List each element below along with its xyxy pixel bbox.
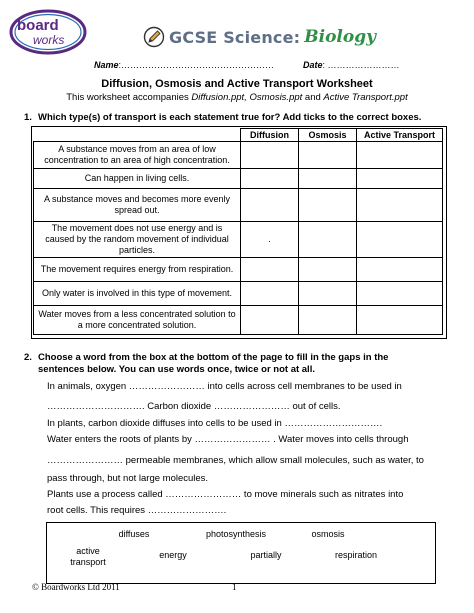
header-diffusion: Diffusion bbox=[241, 129, 299, 142]
statement-cell: A substance moves from an area of low concentration to an area of high concentration. bbox=[34, 142, 241, 169]
tick-box-diffusion[interactable] bbox=[241, 142, 299, 169]
logo-word-works: works bbox=[33, 33, 65, 47]
tick-box-diffusion[interactable] bbox=[241, 282, 299, 306]
word-transport: transport bbox=[70, 557, 106, 567]
tick-box-osmosis[interactable] bbox=[299, 282, 357, 306]
subtitle-last-file: Active Transport.ppt bbox=[323, 92, 408, 103]
question-2 bbox=[24, 352, 464, 376]
question-2-number: 2. bbox=[24, 352, 32, 363]
gap-fill-line[interactable]: …………………… permeable membranes, which allow small molecules, such as water, to bbox=[47, 455, 424, 466]
pencil-icon bbox=[143, 26, 165, 48]
tick-box-active-transport[interactable] bbox=[357, 306, 443, 335]
copyright-notice: © Boardworks Ltd 2011 bbox=[32, 582, 120, 592]
subtitle-files: Diffusion.ppt, Osmosis.ppt bbox=[191, 92, 303, 103]
table-row bbox=[34, 306, 443, 335]
name-label: Name bbox=[94, 60, 119, 70]
word-partially: partially bbox=[250, 550, 282, 560]
statement-cell: Can happen in living cells. bbox=[34, 169, 241, 189]
tick-box-diffusion[interactable] bbox=[241, 306, 299, 335]
statement-cell: The movement does not use energy and is caused by the random movement of individual particles. bbox=[34, 222, 241, 258]
question-1-text: Which type(s) of transport is each statement true for? Add ticks to the correct boxes. bbox=[38, 112, 422, 123]
tick-box-active-transport[interactable] bbox=[357, 258, 443, 282]
date-dots: : …………………… bbox=[322, 60, 400, 70]
date-label: Date bbox=[303, 60, 323, 70]
tick-box-osmosis[interactable] bbox=[299, 142, 357, 169]
tick-box-osmosis[interactable] bbox=[299, 222, 357, 258]
header-topic: Biology bbox=[304, 27, 376, 47]
gap-fill-line[interactable]: root cells. This requires ……………………. bbox=[47, 505, 227, 516]
word-respiration: respiration bbox=[334, 550, 378, 560]
word-energy: energy bbox=[159, 550, 187, 560]
table-row bbox=[34, 169, 443, 189]
table-header-row bbox=[34, 129, 443, 142]
question-1 bbox=[24, 112, 464, 123]
word-photosynthesis: photosynthesis bbox=[205, 529, 267, 539]
header-active-transport: Active Transport bbox=[357, 129, 443, 142]
header-osmosis: Osmosis bbox=[299, 129, 357, 142]
worksheet-title: Diffusion, Osmosis and Active Transport Worksheet bbox=[101, 78, 373, 90]
tick-box-osmosis[interactable] bbox=[299, 258, 357, 282]
tick-box-active-transport[interactable] bbox=[357, 222, 443, 258]
tick-box-active-transport[interactable] bbox=[357, 169, 443, 189]
gap-fill-line: pass through, but not large molecules. bbox=[47, 473, 209, 484]
gap-fill-line[interactable]: In animals, oxygen …………………… into cells across cell membranes to be used in bbox=[47, 381, 402, 392]
gap-fill-line[interactable]: Plants use a process called …………………… to move minerals such as nitrates into bbox=[47, 489, 404, 500]
table-corner bbox=[34, 129, 241, 142]
table-row bbox=[34, 282, 443, 306]
gap-fill-line[interactable]: In plants, carbon dioxide diffuses into cells to be used in …………………………. bbox=[47, 418, 383, 429]
name-dots: :…………………………………………… bbox=[118, 60, 275, 70]
tick-box-osmosis[interactable] bbox=[299, 169, 357, 189]
name-field[interactable] bbox=[94, 60, 274, 70]
question-2-line-1: Choose a word from the box at the bottom of the page to fill in the gaps in the bbox=[38, 352, 389, 363]
tick-box-diffusion[interactable] bbox=[241, 222, 299, 258]
page-number: 1 bbox=[232, 582, 237, 592]
logo-word-board: board bbox=[17, 17, 59, 34]
date-field[interactable] bbox=[303, 60, 400, 70]
tick-box-diffusion[interactable] bbox=[241, 258, 299, 282]
gap-fill-line[interactable]: …………………………. Carbon dioxide …………………… out of cells. bbox=[47, 401, 341, 412]
gap-fill-line[interactable]: Water enters the roots of plants by …………………… . Water moves into cells through bbox=[47, 434, 409, 445]
subtitle-prefix: This worksheet accompanies bbox=[66, 92, 192, 103]
question-2-line-2: sentences below. You can use words once, twice or not at all. bbox=[38, 364, 315, 375]
boardworks-logo bbox=[8, 8, 88, 56]
word-osmosis: osmosis bbox=[311, 529, 345, 539]
tick-box-diffusion[interactable] bbox=[241, 169, 299, 189]
tick-box-osmosis[interactable] bbox=[299, 306, 357, 335]
statement-cell: A substance moves and becomes more evenly spread out. bbox=[34, 189, 241, 222]
statement-cell: The movement requires energy from respiration. bbox=[34, 258, 241, 282]
transport-table bbox=[33, 128, 443, 335]
worksheet-subtitle bbox=[0, 92, 474, 103]
tick-box-diffusion[interactable] bbox=[241, 189, 299, 222]
header-title bbox=[143, 23, 376, 51]
word-diffuses: diffuses bbox=[118, 529, 150, 539]
word-active-transport bbox=[64, 546, 112, 568]
header-subject: GCSE Science: bbox=[169, 27, 301, 47]
subtitle-and: and bbox=[302, 92, 324, 103]
tick-box-osmosis[interactable] bbox=[299, 189, 357, 222]
statement-cell: Only water is involved in this type of movement. bbox=[34, 282, 241, 306]
tick-box-active-transport[interactable] bbox=[357, 189, 443, 222]
statement-cell: Water moves from a less concentrated solution to a more concentrated solution. bbox=[34, 306, 241, 335]
question-1-number: 1. bbox=[24, 112, 32, 123]
word-active: active bbox=[76, 546, 100, 556]
stray-mark: . bbox=[268, 234, 271, 244]
table-row bbox=[34, 142, 443, 169]
tick-box-active-transport[interactable] bbox=[357, 142, 443, 169]
table-row bbox=[34, 222, 443, 258]
table-row bbox=[34, 258, 443, 282]
tick-box-active-transport[interactable] bbox=[357, 282, 443, 306]
table-row bbox=[34, 189, 443, 222]
